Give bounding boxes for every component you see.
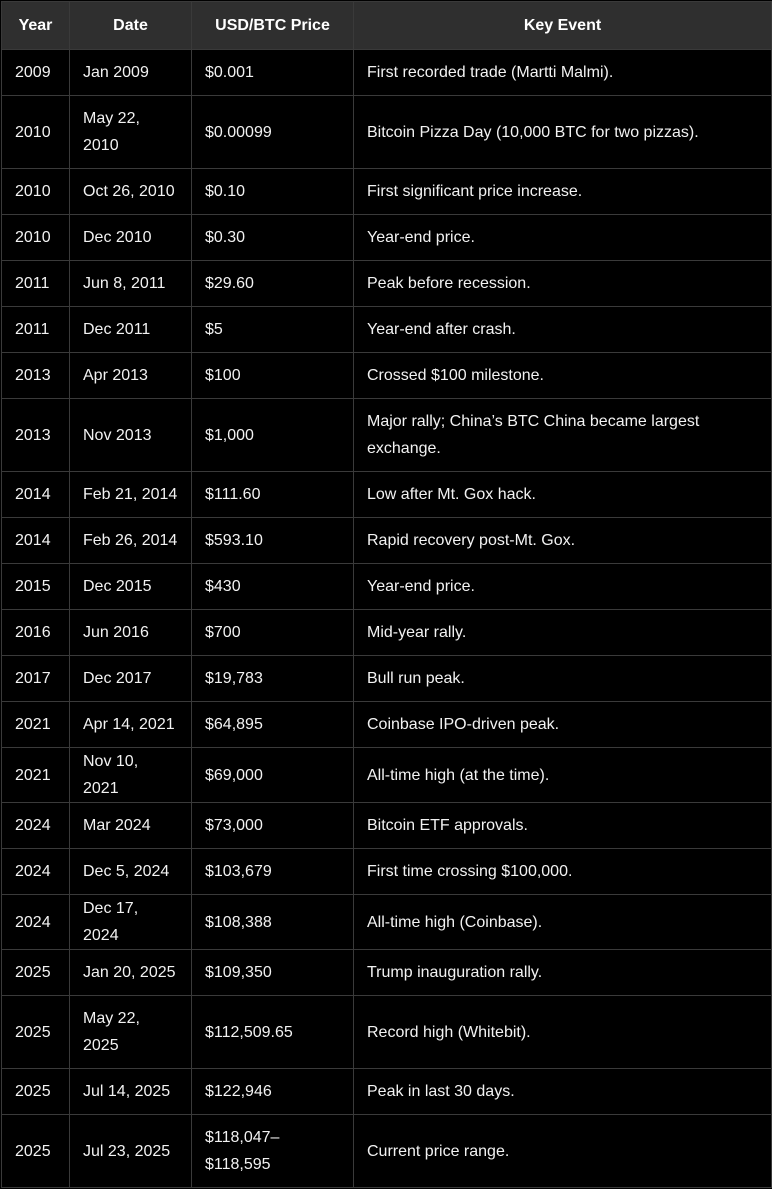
cell-year: 2017 — [2, 656, 70, 702]
cell-date: Apr 2013 — [70, 353, 192, 399]
table-row — [2, 50, 772, 96]
cell-date: Mar 2024 — [70, 803, 192, 849]
table-row — [2, 656, 772, 702]
cell-price: $0.001 — [192, 50, 354, 96]
cell-key-event: First recorded trade (Martti Malmi). — [354, 50, 772, 96]
cell-key-event: Peak before recession. — [354, 261, 772, 307]
cell-key-event: Mid-year rally. — [354, 610, 772, 656]
cell-key-event: Year-end price. — [354, 564, 772, 610]
table-row — [2, 702, 772, 748]
table-row — [2, 564, 772, 610]
cell-price: $122,946 — [192, 1069, 354, 1115]
cell-key-event: All-time high (at the time). — [354, 748, 772, 803]
cell-year: 2009 — [2, 50, 70, 96]
cell-year: 2011 — [2, 307, 70, 353]
table-row — [2, 1069, 772, 1115]
table-row — [2, 1115, 772, 1188]
table-row — [2, 748, 772, 803]
cell-date: Jan 20, 2025 — [70, 950, 192, 996]
table-row — [2, 996, 772, 1069]
btc-price-history-table — [1, 1, 772, 1188]
cell-year: 2013 — [2, 399, 70, 472]
header-year: Year — [2, 2, 70, 50]
cell-key-event: Trump inauguration rally. — [354, 950, 772, 996]
cell-date: Dec 2011 — [70, 307, 192, 353]
cell-price: $73,000 — [192, 803, 354, 849]
table-body — [2, 50, 772, 1188]
cell-key-event: Coinbase IPO-driven peak. — [354, 702, 772, 748]
header-row — [2, 2, 772, 50]
cell-key-event: Year-end price. — [354, 215, 772, 261]
table-row — [2, 610, 772, 656]
table-row — [2, 353, 772, 399]
cell-key-event: Bull run peak. — [354, 656, 772, 702]
cell-date: Dec 5, 2024 — [70, 849, 192, 895]
cell-year: 2014 — [2, 518, 70, 564]
cell-year: 2025 — [2, 1069, 70, 1115]
cell-price: $0.10 — [192, 169, 354, 215]
cell-date: Dec 2017 — [70, 656, 192, 702]
cell-price: $29.60 — [192, 261, 354, 307]
table-row — [2, 215, 772, 261]
cell-date: Apr 14, 2021 — [70, 702, 192, 748]
cell-year: 2010 — [2, 215, 70, 261]
cell-key-event: Bitcoin Pizza Day (10,000 BTC for two pizzas). — [354, 96, 772, 169]
table-row — [2, 261, 772, 307]
cell-year: 2024 — [2, 895, 70, 950]
cell-date: May 22, 2025 — [70, 996, 192, 1069]
cell-key-event: Peak in last 30 days. — [354, 1069, 772, 1115]
cell-price: $700 — [192, 610, 354, 656]
cell-key-event: Low after Mt. Gox hack. — [354, 472, 772, 518]
cell-year: 2014 — [2, 472, 70, 518]
cell-date: Nov 2013 — [70, 399, 192, 472]
cell-year: 2024 — [2, 849, 70, 895]
cell-price: $0.30 — [192, 215, 354, 261]
cell-date: Dec 2015 — [70, 564, 192, 610]
header-price: USD/BTC Price — [192, 2, 354, 50]
cell-date: Dec 17, 2024 — [70, 895, 192, 950]
cell-price: $19,783 — [192, 656, 354, 702]
cell-key-event: Crossed $100 milestone. — [354, 353, 772, 399]
table-row — [2, 472, 772, 518]
cell-year: 2025 — [2, 1115, 70, 1188]
table-header — [2, 2, 772, 50]
cell-key-event: Bitcoin ETF approvals. — [354, 803, 772, 849]
cell-date: Jun 2016 — [70, 610, 192, 656]
cell-date: Dec 2010 — [70, 215, 192, 261]
table-row — [2, 803, 772, 849]
cell-price: $0.00099 — [192, 96, 354, 169]
table-row — [2, 518, 772, 564]
cell-price: $5 — [192, 307, 354, 353]
cell-year: 2016 — [2, 610, 70, 656]
table-row — [2, 96, 772, 169]
cell-key-event: Current price range. — [354, 1115, 772, 1188]
cell-key-event: First time crossing $100,000. — [354, 849, 772, 895]
cell-price: $112,509.65 — [192, 996, 354, 1069]
cell-price: $108,388 — [192, 895, 354, 950]
cell-key-event: First significant price increase. — [354, 169, 772, 215]
cell-date: Nov 10, 2021 — [70, 748, 192, 803]
cell-date: Jan 2009 — [70, 50, 192, 96]
cell-year: 2024 — [2, 803, 70, 849]
cell-year: 2021 — [2, 748, 70, 803]
cell-date: May 22, 2010 — [70, 96, 192, 169]
table-row — [2, 307, 772, 353]
cell-year: 2021 — [2, 702, 70, 748]
cell-price: $1,000 — [192, 399, 354, 472]
cell-date: Jul 23, 2025 — [70, 1115, 192, 1188]
cell-price: $430 — [192, 564, 354, 610]
cell-key-event: Major rally; China’s BTC China became largest exchange. — [354, 399, 772, 472]
cell-date: Feb 26, 2014 — [70, 518, 192, 564]
cell-key-event: All-time high (Coinbase). — [354, 895, 772, 950]
cell-price: $64,895 — [192, 702, 354, 748]
cell-price: $103,679 — [192, 849, 354, 895]
table-row — [2, 895, 772, 950]
cell-price: $100 — [192, 353, 354, 399]
table-row — [2, 169, 772, 215]
cell-date: Jul 14, 2025 — [70, 1069, 192, 1115]
cell-key-event: Record high (Whitebit). — [354, 996, 772, 1069]
cell-date: Oct 26, 2010 — [70, 169, 192, 215]
cell-price: $111.60 — [192, 472, 354, 518]
cell-year: 2013 — [2, 353, 70, 399]
table-row — [2, 950, 772, 996]
table-row — [2, 849, 772, 895]
table-row — [2, 399, 772, 472]
cell-date: Jun 8, 2011 — [70, 261, 192, 307]
cell-year: 2025 — [2, 996, 70, 1069]
cell-year: 2010 — [2, 96, 70, 169]
cell-date: Feb 21, 2014 — [70, 472, 192, 518]
cell-price: $69,000 — [192, 748, 354, 803]
cell-price: $109,350 — [192, 950, 354, 996]
cell-year: 2010 — [2, 169, 70, 215]
cell-year: 2025 — [2, 950, 70, 996]
cell-year: 2015 — [2, 564, 70, 610]
header-key-event: Key Event — [354, 2, 772, 50]
cell-price: $118,047–$118,595 — [192, 1115, 354, 1188]
cell-year: 2011 — [2, 261, 70, 307]
cell-price: $593.10 — [192, 518, 354, 564]
cell-key-event: Year-end after crash. — [354, 307, 772, 353]
cell-key-event: Rapid recovery post-Mt. Gox. — [354, 518, 772, 564]
header-date: Date — [70, 2, 192, 50]
